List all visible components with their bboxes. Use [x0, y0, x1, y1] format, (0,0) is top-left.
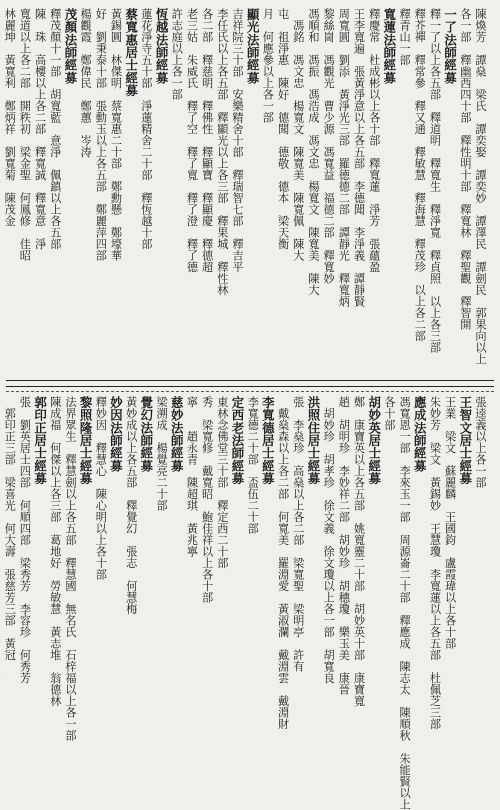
donor-entry-column: 陳 珠 高樓以上各二部 釋寬誠 釋寬意 淨: [33, 8, 47, 250]
sponsor-heading: 應成法師經募: [412, 396, 428, 473]
sponsor-heading: 顯光法師經募: [245, 8, 261, 85]
section-divider-dashed-rule: [6, 391, 494, 392]
donor-entry-column: 陳煥芳 譚燊 梁氏 譚奕娶 譚奕妙 譚澤民 譚劍民 郭果向以上: [474, 8, 487, 365]
top-donation-list: [3, 8, 488, 370]
donor-entry-column: 寧 趙永青 陳超琪 黃兆寧: [185, 396, 199, 557]
donor-entry-column: 吉祥院三十部 安樂精舍十部 釋瑞智七部 釋吉平: [231, 8, 244, 273]
section-divider-top-rule: [6, 380, 494, 381]
section-divider-bottom-rule: [6, 386, 494, 387]
sponsor-heading: 王智文居士經募: [457, 396, 473, 485]
sponsor-heading: 胡妙英居士經募: [366, 396, 382, 485]
donor-entry-column: 楊觀霞 鄭偉民 鄭蕙 岑涛: [79, 8, 93, 158]
donor-entry-column: 釋慶常 杜成彬以上各十部 釋寬蓮 淨芳 張蘊盈: [367, 8, 381, 273]
donor-entry-column: 王業 梁文 蘇麗麟 王國鈞 盧霞瑋以上各十部: [443, 396, 457, 649]
donor-entry-column: 釋一了以上各五部 釋道明 釋寬生 釋淨寬 釋貞照 以上各三部: [428, 8, 442, 353]
bottom-donation-list: [3, 396, 488, 810]
donor-entry-column: 東林念佛堂三十部 釋定西二十部: [215, 396, 229, 569]
donor-entry-column: 釋妙因 釋慧心 陳心明以上各十部: [94, 396, 108, 580]
donor-entry-column: 各一部 釋幽西四十部 釋性明十部 釋寬林 釋聖觀 釋智開: [458, 8, 472, 330]
donor-entry-column: 趙 胡明珍 李妙祥二部 胡妙珍 胡穗瓊 樂玉美 康晉: [337, 396, 351, 695]
donor-entry-column: 梁溯成 楊覺亮二十部: [155, 396, 169, 511]
sponsor-heading: 定西老法師經募: [230, 396, 245, 485]
donor-entry-column: 黃妙成以上各五部 釋覺幻 張志 何慧梅: [124, 396, 138, 615]
donor-entry-column: 周寬圓 劉添 黃淨光三部 羅德德二部 譚靜光 釋寬炳: [337, 8, 351, 307]
donor-entry-column: 釋芥禪 釋常參 釋又通 釋敏慧 釋海慧 釋茂珍 以上各二部: [413, 8, 427, 342]
donor-entry-column: 鄭 康寶英以上各五部 姚寬靈二十部 胡妙英十部 康寶寬: [352, 396, 366, 707]
donor-entry-column: 王李寬遍 張黃淨意以上各五部 李德聞 李淨義 譚靜賢: [352, 8, 366, 307]
donor-entry-column: 各二部 釋慈明 釋佛性 釋顯寶 釋顯慶 釋德超: [200, 8, 214, 273]
donor-entry-column: 黎絲崗 馮觀光 曹少源 馮寬益 福德二部 釋寬妙: [322, 8, 336, 284]
donor-entry-column: 秀 梁寬修 戴寬昭 鮑佳祥以上各十部: [200, 396, 214, 603]
donor-entry-column: 老三姑 朱威氏 釋了空 釋了寬 釋了澄 釋了德: [185, 8, 199, 273]
donor-entry-column: 馮順和 馮振 馮浩成 馮文忠 楊寬文 陳寬美 陳大: [306, 8, 320, 296]
donor-entry-column: 張 李燊珍 高燊以上各二部 梁寬聖 梁明亭 許有: [291, 396, 305, 672]
sponsor-heading: 一了法師經募: [442, 8, 458, 85]
sponsor-heading: 李寬德居士經募: [260, 396, 276, 485]
donor-entry-column: 李任氏以上各五部 釋顯光以上各三部 釋果城 釋性林: [215, 8, 229, 296]
sponsor-heading: 茂顏法師經募: [62, 8, 78, 85]
sponsor-heading: 寬蓮法師經募: [381, 8, 397, 85]
donor-entry-column: 蓮花淨寺五十部 淨蓮精舍二十部 釋恆越十部: [139, 8, 153, 250]
sponsor-heading: 恆越法師經募: [154, 8, 170, 85]
donor-entry-column: 寬道以上各二部 開秩初 梁金聖 何鳳修 佳昭: [18, 8, 32, 261]
donor-entry-column: 李寬德二十部 盃伍二十部: [246, 396, 260, 534]
sponsor-heading: 黎照隆居士經募: [78, 396, 94, 485]
donor-entry-column: 郭印正三部 梁喜光 何大壽 張慈芳三部 黃冠: [3, 396, 17, 661]
donor-entry-column: 戴燊森以上各二部 何寬美 羅淵愛 黃淑瀾 戴淵雲 戴淵財: [276, 396, 290, 730]
donor-entry-column: 釋青山一部: [398, 8, 412, 66]
donor-entry-column: 屯 祖淨惠 陳好 德聞 德敬 德本 梁天衡: [276, 8, 290, 250]
donor-entry-column: 馮寬恩一部 李來玉一部 周源崙二十部 釋應成 陳志太 陳順秋 朱能賢以上: [398, 396, 412, 810]
donor-entry-column: 許志庭以上各一部: [170, 8, 184, 100]
sponsor-heading: 洪照住居士經募: [305, 396, 321, 485]
donor-entry-column: 各十部: [382, 396, 396, 431]
donor-entry-column: 朱妙芳 梁文 黃錫妙 王慧瓊 李寬蓮以上各五部 杜佩芝三部: [428, 396, 442, 730]
donor-entry-column: 張逵義以上各一部: [474, 396, 487, 488]
donor-entry-column: 釋茂顏十一部 胡寬藍 意淨 佩鎮以上各五部: [48, 8, 62, 250]
donor-entry-column: 林麗坤 黃寬利 鄭炳祥 劉寬菊 陳茂金: [3, 8, 17, 227]
sponsor-heading: 慈妙法師經募: [169, 396, 185, 473]
donor-entry-column: 黃錫圓 林傑明 蔡寬惠二十部 鄭勳懸 鄭壕華: [109, 8, 123, 261]
sponsor-heading: 郭印正居士經募: [32, 396, 48, 485]
donor-entry-column: 月 何應參以上各一部: [261, 8, 275, 123]
sponsor-heading: 蔡寬惠居士經募: [123, 8, 139, 97]
donor-entry-column: 胡妙珍 胡孝珍 徐文義 徐文瓊以上各一部 胡寬良: [322, 396, 336, 684]
donor-entry-column: 好 劉秉泰十部 張動玉以上各五部 鄭麗萍四部: [94, 8, 108, 261]
donor-entry-column: 法界眾生 釋慧劍以上各五部 釋慧國 無名氏 石梓福以上各一部: [63, 396, 77, 741]
donor-entry-column: 馮銘 馮文忠 楊寬文 陳寬美 陳寬佩 陳大: [291, 8, 305, 261]
sponsor-heading: 妙因法師經募: [108, 396, 124, 473]
donor-entry-column: 張 劉英居士四部 何順四部 梁秀芳 李容珍 何秀芳: [18, 396, 32, 684]
sponsor-heading: 覺幻法師經募: [138, 396, 154, 473]
donor-entry-column: 陳成福 何傑以上各三部 葛地好 勞敏慧 黃志堆 翁德林: [48, 396, 62, 707]
